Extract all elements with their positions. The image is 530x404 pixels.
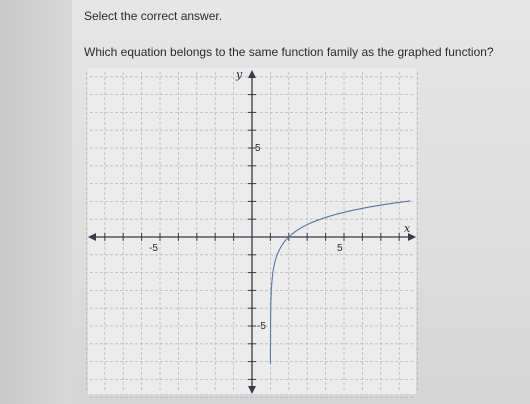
x-tick-label-neg5: -5: [149, 243, 158, 254]
instruction-text: Select the correct answer.: [84, 9, 223, 23]
x-axis-label: x: [404, 222, 411, 235]
y-axis-label: y: [236, 68, 243, 81]
x-tick-label-5: 5: [337, 243, 343, 254]
y-tick-label-neg5: -5: [257, 321, 266, 332]
y-tick-label-5: 5: [255, 143, 261, 154]
question-text: Which equation belongs to the same function family as the graphed function?: [84, 45, 494, 59]
